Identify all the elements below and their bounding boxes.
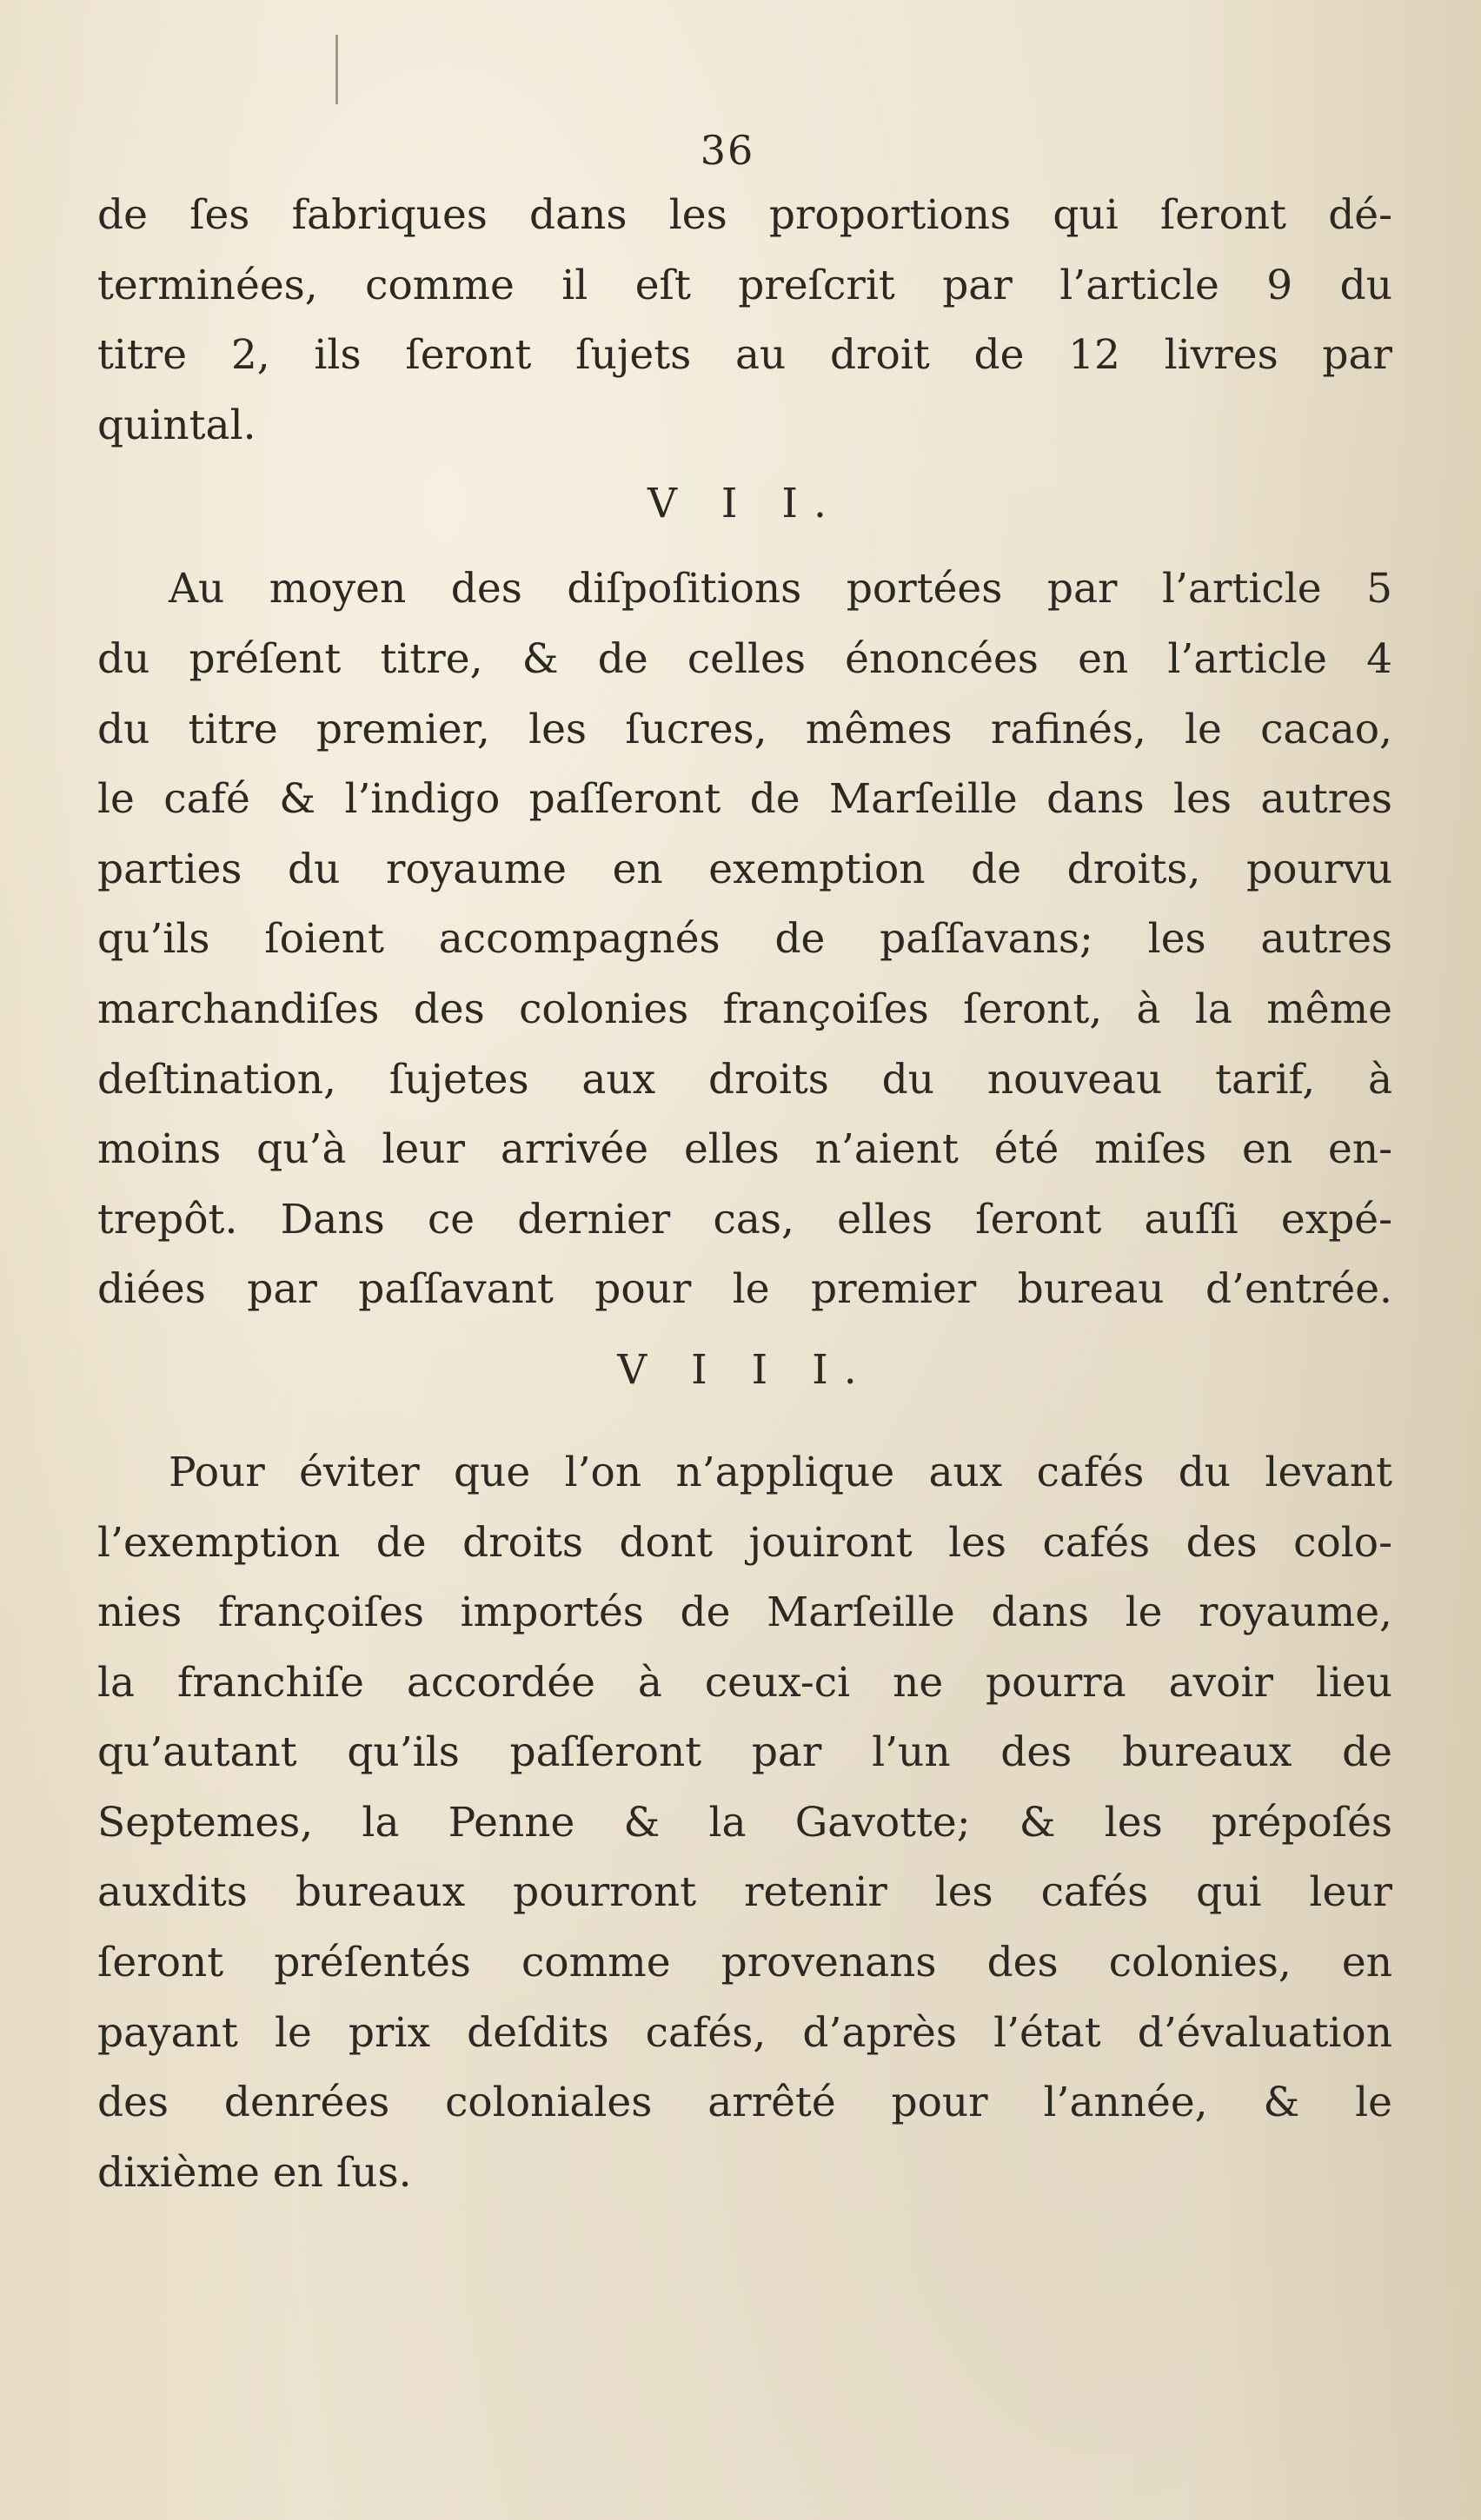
text-line: Septemes, la Penne & la Gavotte; & les prépoſés [97,1798,1392,1847]
article-8-heading: V I I I. [617,1345,873,1394]
article-7-paragraph [97,554,1392,1325]
text-line: nies françoiſes importés de Marſeille dans le royaume, [97,1588,1392,1637]
text-line: diées par paſſavant pour le premier bureau d’entrée. [97,1265,1392,1314]
text-line: deſtination, ſujetes aux droits du nouveau tarif, à [97,1055,1392,1104]
page-content [97,127,1392,2208]
text-line: moins qu’à leur arrivée elles n’aient été miſes en en- [97,1125,1392,1174]
text-line: parties du royaume en exemption de droits, pourvu [97,845,1392,893]
text-line: qu’autant qu’ils paſſeront par l’un des bureaux de [97,1728,1392,1777]
text-line: de ſes fabriques dans les proportions qui ſeront dé- [97,191,1392,239]
text-line: auxdits bureaux pourront retenir les cafés qui leur [97,1868,1392,1917]
text-line: payant le prix deſdits cafés, d’après l’état d’évaluation [97,2008,1392,2057]
text-line: Au moyen des diſpoſitions portées par l’article 5 [169,565,1392,613]
text-line: le café & l’indigo paſſeront de Marſeille dans les autres [97,775,1392,824]
text-line: dixième en ſus. [97,2148,412,2197]
text-line: terminées, comme il eſt preſcrit par l’article 9 du [97,261,1392,309]
text-line: qu’ils ſoient accompagnés de paſſavans; les autres [97,915,1392,964]
page-number: 36 [700,127,755,174]
continuation-paragraph [97,181,1392,461]
text-line: marchandiſes des colonies françoiſes ſeront, à la même [97,985,1392,1033]
text-line: des denrées coloniales arrêté pour l’année, & le [97,2079,1392,2127]
text-line: ſeront préſentés comme provenans des colonies, en [97,1939,1392,1987]
article-7-heading: V I I. [648,480,842,528]
text-line: du titre premier, les ſucres, mêmes rafinés, le cacao, [97,705,1392,753]
text-line: quintal. [97,401,256,449]
text-line: la franchiſe accordée à ceux-ci ne pourra avoir lieu [97,1658,1392,1707]
margin-mark [335,35,338,104]
text-line: Pour éviter que l’on n’applique aux cafés du levant [169,1448,1392,1496]
text-line: trepôt. Dans ce dernier cas, elles ſeront auſſi expé- [97,1195,1392,1243]
article-8-paragraph [97,1438,1392,2209]
text-line: du préſent titre, & de celles énoncées en l’article 4 [97,634,1392,683]
text-line: l’exemption de droits dont jouiront les cafés des colo- [97,1518,1392,1567]
text-line: titre 2, ils ſeront ſujets au droit de 12 livres par [97,331,1392,380]
